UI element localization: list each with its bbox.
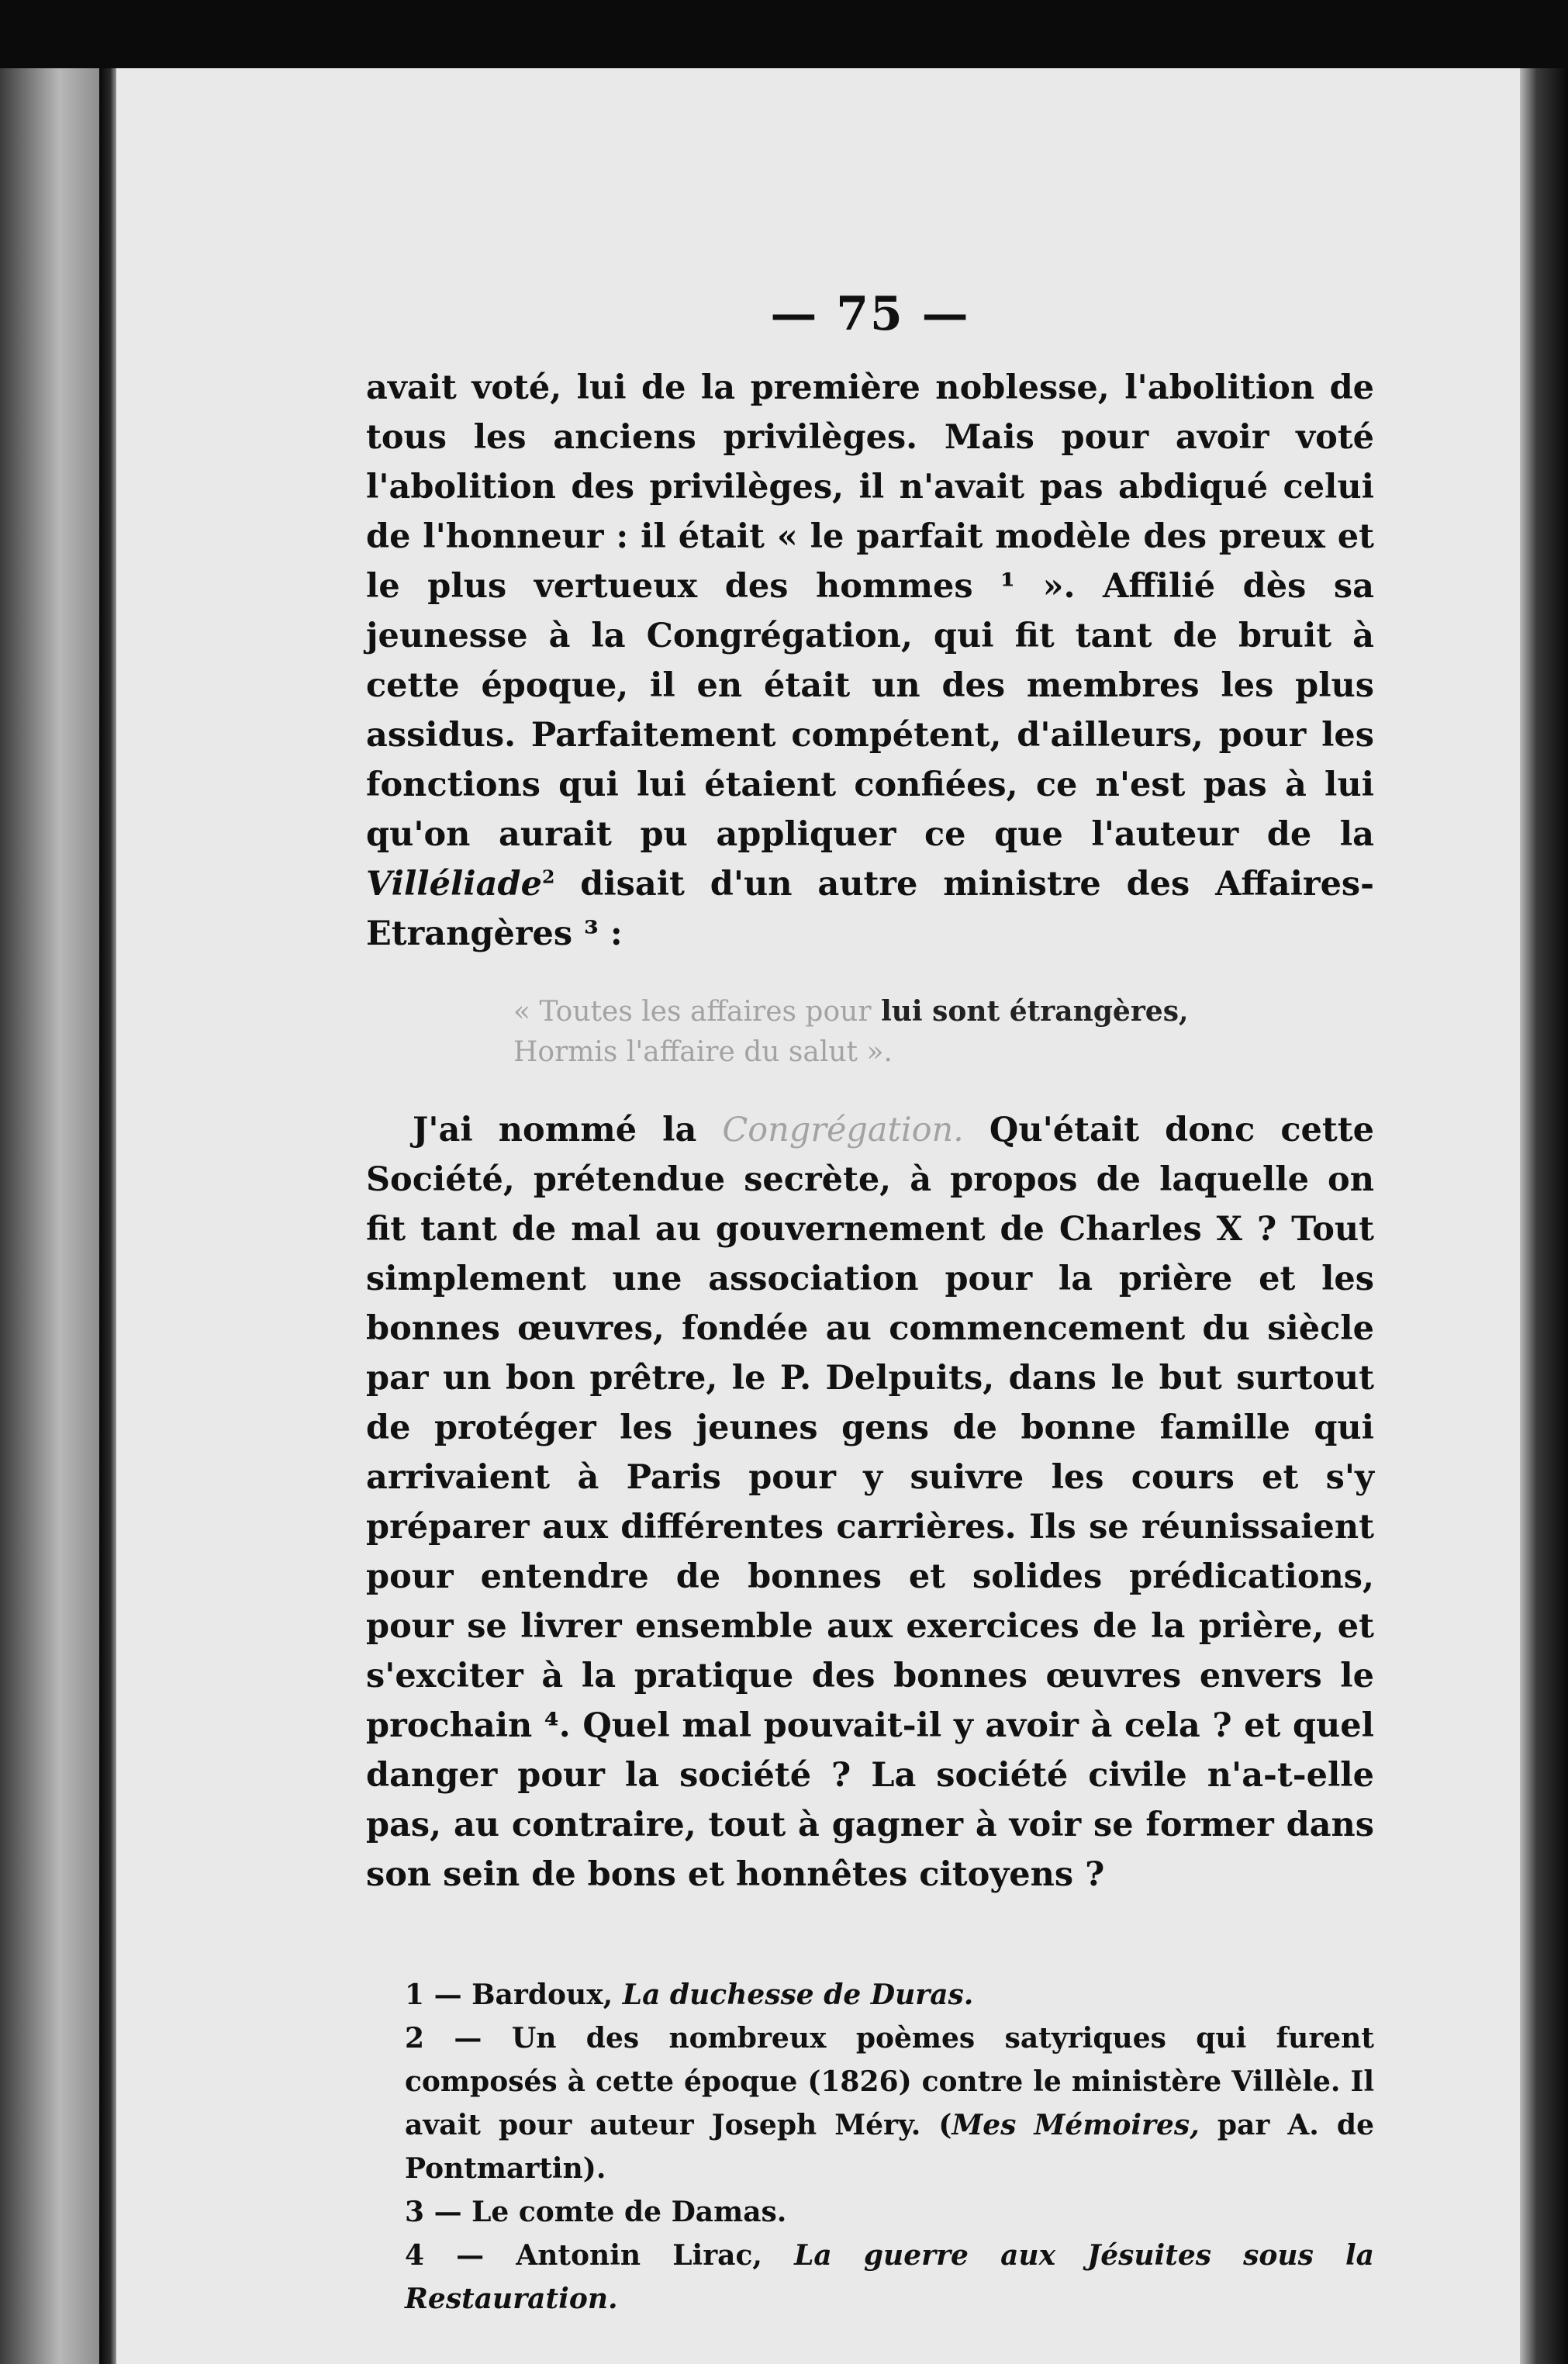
paragraph-1-text: avait voté, lui de la première noblesse, l'abolition de tous les anciens privilèges. Mais pour avoir voté l'abolition des privilèges, il n'avait pas abdiqué celui de l'honneur : il était « le parfait modèle des preux et le plus vertueux des hommes ¹ ». Affilié dès sa jeunesse à la Congrégation, qui fit tant de bruit à cette époque, il en était un des membres les plus assidus. Parfaitement compétent, d'ailleurs, pour les fonctions qui lui étaient confiées, ce n'est pas à lui qu'on aurait pu appliquer ce que l'auteur de la xyxy=(366,368,1374,854)
paragraph-1 xyxy=(366,363,1374,959)
footnote-2 xyxy=(366,2017,1374,2190)
footnote-1-prefix: 1 — Bardoux, xyxy=(405,1979,613,2011)
paragraph-2-start: J'ai nommé la xyxy=(413,1111,697,1149)
paragraph-2 xyxy=(366,1105,1374,1899)
footnote-2-title: Mes Mémoires, xyxy=(952,2109,1200,2141)
page-number: — 75 — xyxy=(770,287,970,341)
quote-line-1-faded: « Toutes les affaires pour xyxy=(513,996,872,1028)
verse-quote xyxy=(513,991,1374,1073)
page-edge-right xyxy=(1520,68,1568,2364)
villeliade-title: Villéliade xyxy=(366,865,542,904)
footnote-4 xyxy=(366,2234,1374,2321)
footnote-1 xyxy=(366,1973,1374,2017)
paragraph-2-text: Qu'était donc cette Société, prétendue secrète, à propos de laquelle on fit tant de mal au gouvernement de Charles X ? Tout simplement une association pour la prière et les bonnes œuvres, fondée au commencement du siècle par un bon prêtre, le P. Delpuits, dans le but surtout de protéger les jeunes gens de bonne famille qui arrivaient à Paris pour y suivre les cours et s'y préparer aux différentes carrières. Ils se réunissaient pour entendre de bonnes et solides prédications, pour se livrer ensemble aux exercices de la prière, et s'exciter à la pratique des bonnes œuvres envers le prochain ⁴. Quel mal pouvait-il y avoir à cela ? et quel danger pour la société ? La société civile n'a-t-elle pas, au contraire, tout à gagner à voir se former dans son sein de bons et honnêtes citoyens ? xyxy=(366,1111,1374,1894)
quote-line-1 xyxy=(513,991,1374,1032)
footnote-2-end: par A. de Pontmartin). xyxy=(405,2109,1374,2185)
paragraph-1-end: disait d'un autre ministre des Affaires-Etrangères ³ : xyxy=(366,865,1374,953)
footnote-4-title: La guerre aux Jésuites sous la Restauration. xyxy=(405,2239,1375,2315)
congregation-word: Congrégation. xyxy=(722,1111,964,1149)
footnote-2-text: 2 — Un des nombreux poèmes satyriques qui furent composés à cette époque (1826) contre le ministère Villèle. Il avait pour auteur Joseph Méry. ( xyxy=(405,2022,1374,2141)
footnote-3: 3 — Le comte de Damas. xyxy=(405,2196,787,2228)
footnotes xyxy=(366,1973,1374,2321)
previous-page-edge xyxy=(0,68,99,2364)
footnote-1-title: La duchesse de Duras. xyxy=(622,1979,974,2011)
footnote-ref-2: 2 xyxy=(541,866,555,888)
page-content xyxy=(366,287,1374,2321)
quote-line-1-rest: lui sont étrangères, xyxy=(881,995,1189,1028)
footnote-4-prefix: 4 — Antonin Lirac, xyxy=(405,2239,762,2272)
quote-line-2: Hormis l'affaire du salut ». xyxy=(513,1036,893,1068)
